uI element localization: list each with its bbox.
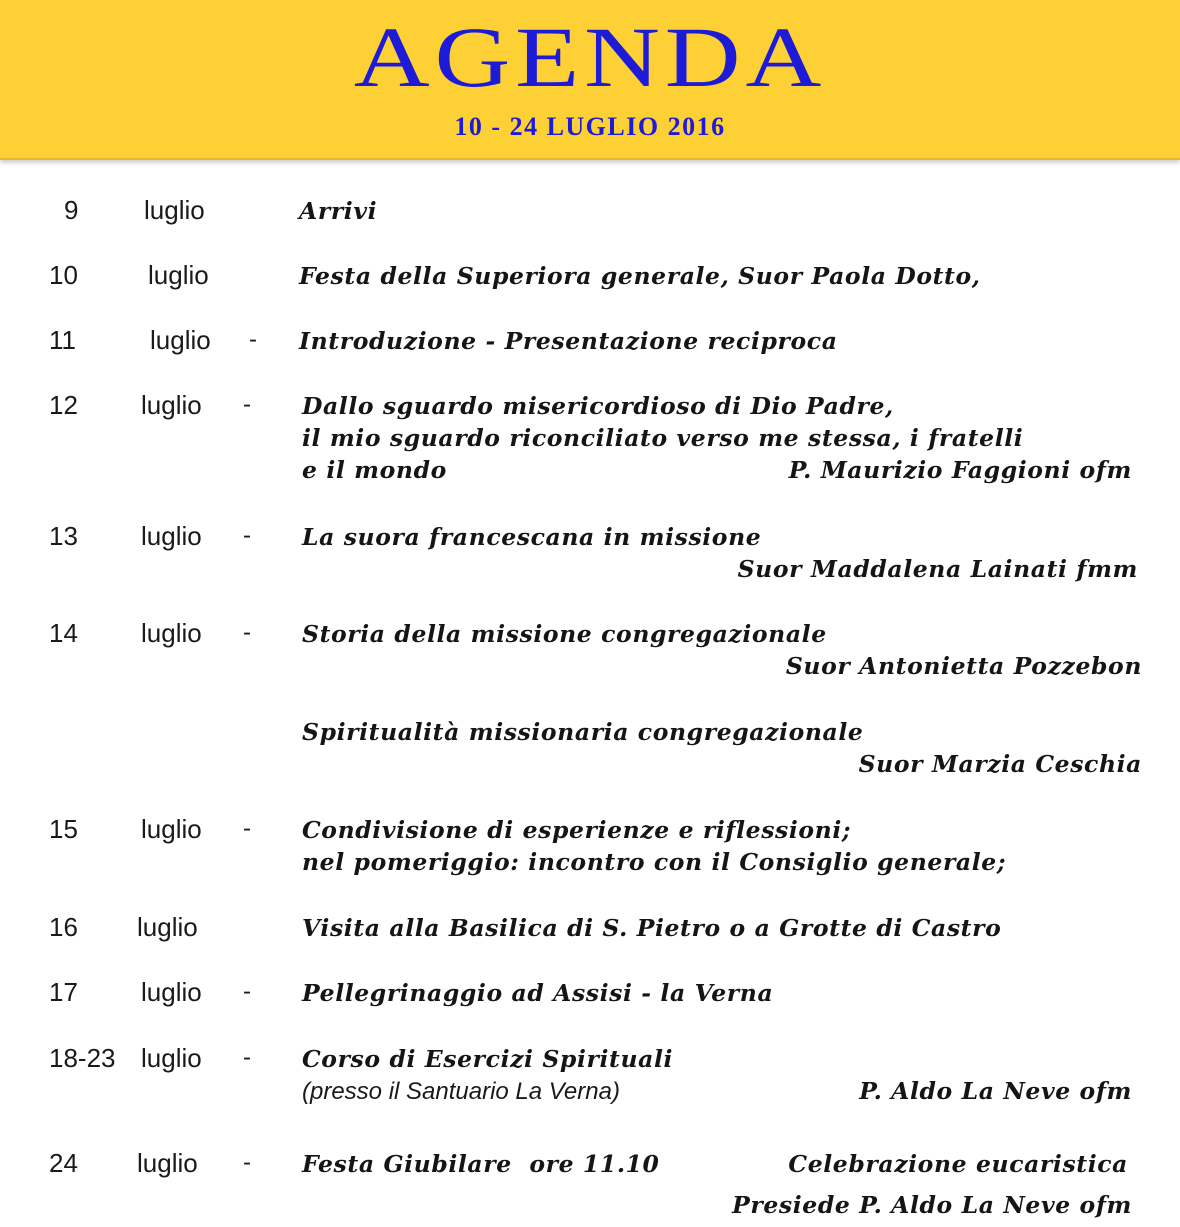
agenda-event: Corso di Esercizi Spirituali: [302, 1045, 674, 1073]
agenda-day: 17: [49, 977, 78, 1007]
agenda-month: luglio: [141, 521, 202, 551]
agenda-event: Storia della missione congregazionale: [302, 620, 827, 648]
header-banner: [0, 0, 1180, 160]
agenda-event: Dallo sguardo misericordioso di Dio Padre,: [302, 392, 894, 420]
agenda-event: nel pomeriggio: incontro con il Consiglio generale;: [302, 848, 1007, 876]
agenda-day: 24: [49, 1148, 78, 1178]
agenda-dash: -: [243, 978, 251, 1005]
agenda-dash: -: [243, 619, 251, 646]
agenda-event: Visita alla Basilica di S. Pietro o a Grotte di Castro: [302, 914, 1002, 942]
agenda-speaker: Presiede P. Aldo La Neve ofm: [732, 1191, 1132, 1219]
agenda-day: 16: [49, 912, 78, 942]
agenda-day: 10: [49, 260, 78, 290]
agenda-month: luglio: [141, 1043, 202, 1073]
agenda-event: La suora francescana in missione: [302, 523, 762, 551]
agenda-month: luglio: [141, 618, 202, 648]
agenda-event: il mio sguardo riconciliato verso me stessa, i fratelli: [302, 424, 1024, 452]
agenda-day: 13: [49, 521, 78, 551]
agenda-month: luglio: [148, 260, 209, 290]
agenda-month: luglio: [141, 977, 202, 1007]
agenda-event: Festa della Superiora generale, Suor Paola Dotto,: [299, 262, 981, 290]
agenda-day: 14: [49, 618, 78, 648]
agenda-month: luglio: [150, 325, 211, 355]
agenda-event: Festa Giubilare ore 11.10: [302, 1150, 660, 1178]
agenda-speaker: Suor Maddalena Lainati fmm: [737, 555, 1138, 583]
agenda-day: 11: [49, 325, 76, 355]
agenda-month: luglio: [141, 814, 202, 844]
agenda-speaker: Suor Marzia Ceschia: [858, 750, 1142, 778]
agenda-month: luglio: [137, 912, 198, 942]
agenda-event: Pellegrinaggio ad Assisi - la Verna: [302, 979, 774, 1007]
agenda-day: 18-23: [49, 1043, 116, 1073]
agenda-dash: -: [243, 522, 251, 549]
agenda-dash: -: [243, 815, 251, 842]
agenda-event: Introduzione - Presentazione reciproca: [299, 327, 838, 355]
agenda-speaker: Suor Antonietta Pozzebon: [785, 652, 1142, 680]
agenda-dash: -: [243, 391, 251, 418]
agenda-aside: Celebrazione eucaristica: [788, 1150, 1128, 1178]
page-title: AGENDA: [353, 9, 827, 105]
agenda-event: Arrivi: [299, 197, 378, 225]
agenda-dash: -: [243, 1149, 251, 1176]
agenda-event: e il mondo: [302, 456, 447, 484]
agenda-note: (presso il Santuario La Verna): [302, 1078, 620, 1105]
agenda-speaker: P. Maurizio Faggioni ofm: [788, 456, 1132, 484]
agenda-event: Condivisione di esperienze e riflessioni;: [302, 816, 852, 844]
agenda-dash: -: [249, 326, 257, 353]
agenda-month: luglio: [141, 390, 202, 420]
agenda-month: luglio: [137, 1148, 198, 1178]
agenda-day: 12: [49, 390, 78, 420]
date-range-subtitle: 10 - 24 LUGLIO 2016: [454, 112, 726, 141]
agenda-event: Spiritualità missionaria congregazionale: [302, 718, 864, 746]
agenda-month: luglio: [144, 195, 205, 225]
agenda-speaker: P. Aldo La Neve ofm: [859, 1077, 1132, 1105]
agenda-dash: -: [243, 1044, 251, 1071]
agenda-day: 9: [64, 195, 79, 225]
agenda-day: 15: [49, 814, 78, 844]
